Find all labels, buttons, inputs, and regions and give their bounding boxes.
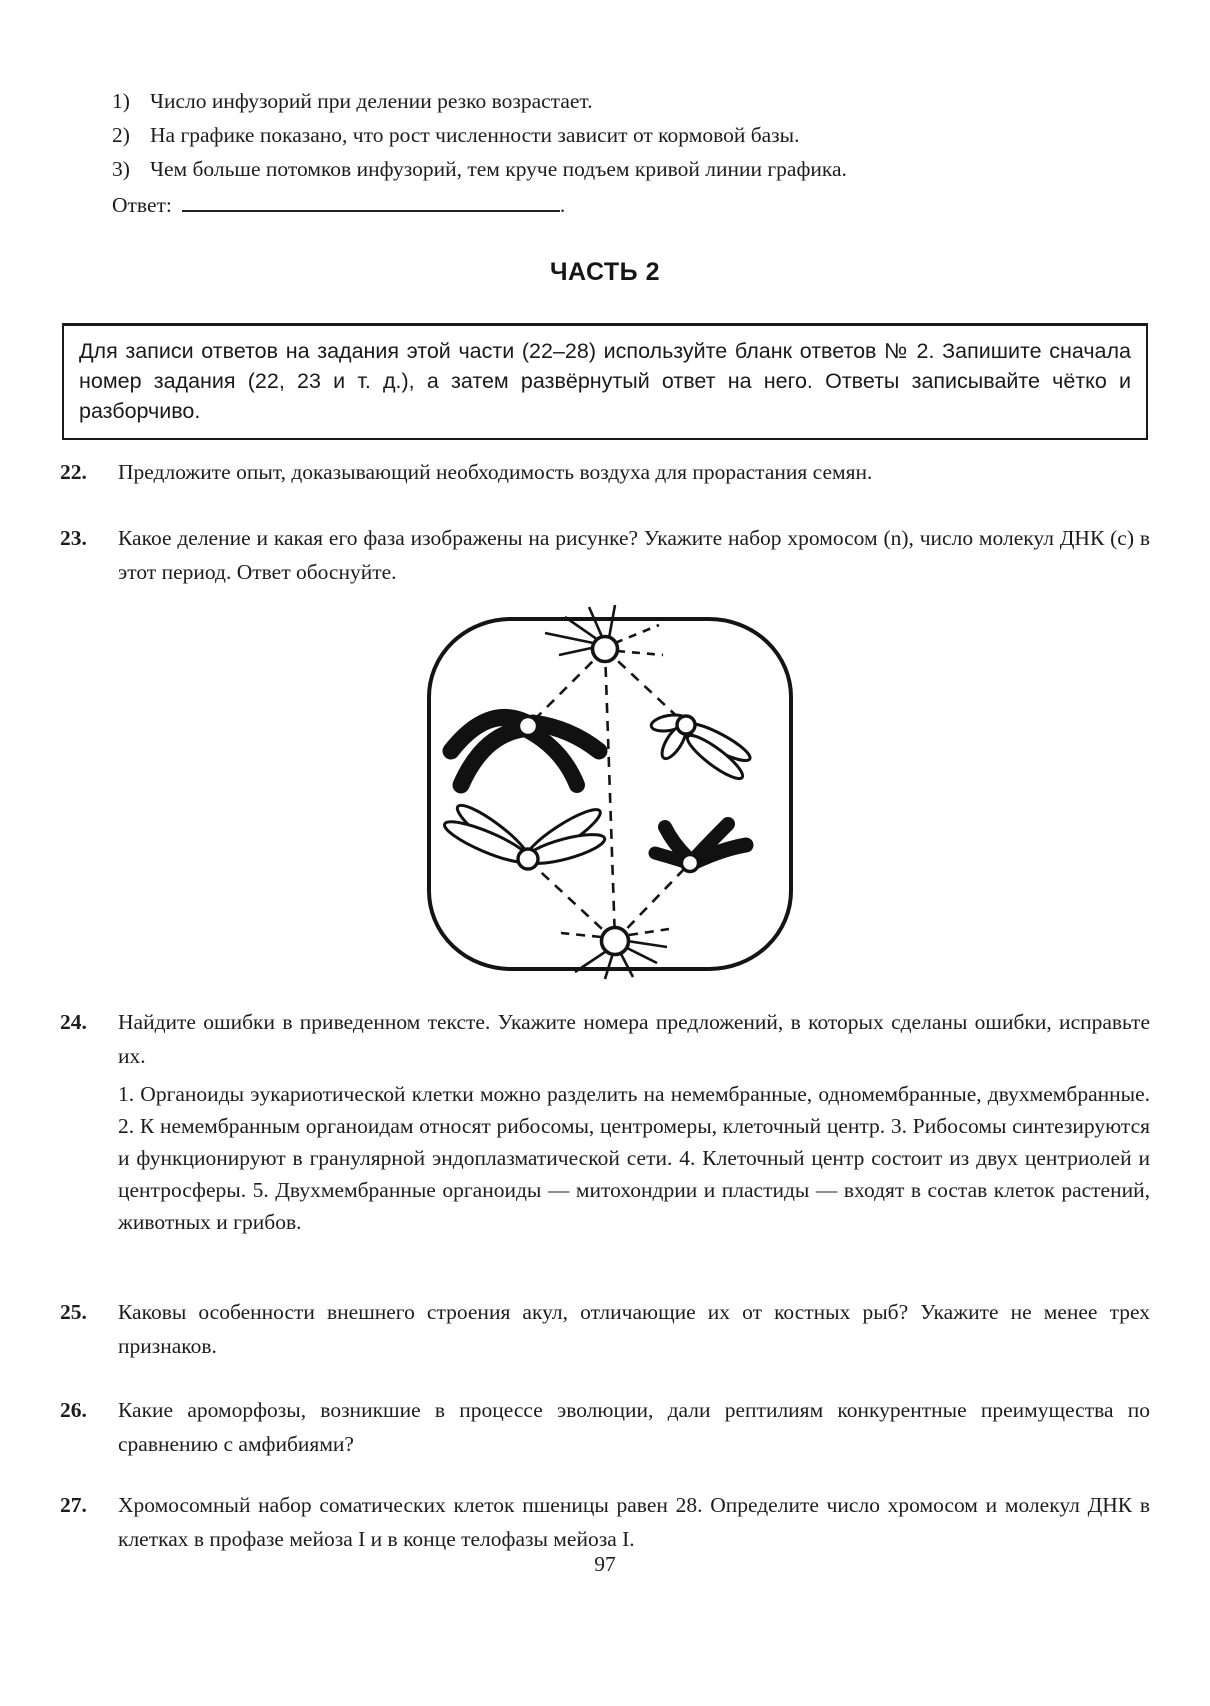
question-text: Предложите опыт, доказывающий необходимость воздуха для прорастания семян. xyxy=(118,460,873,484)
question-number: 24. xyxy=(60,1010,87,1034)
instruction-box xyxy=(62,323,1148,440)
list-item-text: На графике показано, что рост численности зависит от кормовой базы. xyxy=(150,123,800,147)
centromere-top-right xyxy=(677,716,695,734)
answer-row xyxy=(112,190,565,220)
answer-label: Ответ: xyxy=(112,193,172,217)
question-text: Какое деление и какая его фаза изображены на рисунке? Укажите набор хромосом (n), число молекул ДНК (с) в этот период. Ответ обоснуйте. xyxy=(118,526,1150,584)
question-text: Хромосомный набор соматических клеток пшеницы равен 28. Определите число хромосом и молекул ДНК в клетках в профазе мейоза I и в конце телофазы мейоза I. xyxy=(118,1493,1150,1551)
answer-blank-line xyxy=(182,190,560,212)
centriole-top xyxy=(593,637,618,662)
page-number: 97 xyxy=(594,1552,616,1576)
list-item-1 xyxy=(112,84,1152,118)
list-item-2 xyxy=(112,118,1152,152)
centromere-top-left xyxy=(519,717,538,736)
question-27 xyxy=(60,1488,1150,1556)
list-item-number: 1) xyxy=(112,89,130,113)
centromere-bottom-right xyxy=(682,855,699,872)
centromere-bottom-left xyxy=(518,849,538,869)
question-text: Какие ароморфозы, возникшие в процессе эволюции, дали рептилиям конкурентные преимущества по сравнению с амфибиями? xyxy=(118,1398,1150,1456)
part2-heading: ЧАСТЬ 2 xyxy=(549,258,661,286)
cell-division-figure xyxy=(415,595,805,985)
question-number: 26. xyxy=(60,1398,87,1422)
question-number: 22. xyxy=(60,460,87,484)
question-22 xyxy=(60,455,1150,489)
question-number: 23. xyxy=(60,526,87,550)
question-text: Найдите ошибки в приведенном тексте. Укажите номера предложений, в которых сделаны ошибки, исправьте их. xyxy=(118,1010,1150,1068)
question-23 xyxy=(60,521,1150,589)
list-item-text: Чем больше потомков инфузорий, тем круче подъем кривой линии графика. xyxy=(150,157,847,181)
question-text: Каковы особенности внешнего строения акул, отличающие их от костных рыб? Укажите не менее трех признаков. xyxy=(118,1300,1150,1358)
instruction-text: Для записи ответов на задания этой части (22–28) используйте бланк ответов № 2. Запишите сначала номер задания (22, 23 и т. д.), а затем развёрнутый ответ на него. Ответы записывайте чётко и разборчиво. xyxy=(79,339,1131,423)
list-item-number: 3) xyxy=(112,157,130,181)
question-24 xyxy=(60,1005,1150,1073)
list-item-text: Число инфузорий при делении резко возрастает. xyxy=(150,89,593,113)
centriole-bottom xyxy=(602,928,629,955)
question-25 xyxy=(60,1295,1150,1363)
answer-options-list xyxy=(112,84,1152,186)
question-number: 25. xyxy=(60,1300,87,1324)
question-26 xyxy=(60,1393,1150,1461)
question-number: 27. xyxy=(60,1493,87,1517)
list-item-3 xyxy=(112,152,1152,186)
question-24-passage: 1. Органоиды эукариотической клетки можно разделить на немембранные, одномембранные, двухмембранные. 2. К немембранным органоидам относят рибосомы, центромеры, клеточный центр. 3. Рибосомы синтезируются и функционируют в гранулярной эндоплазматической сети. 4. Клеточный центр состоит из двух центриолей и центросферы. 5. Двухмембранные органоиды — митохондрии и пластиды — входят в состав клеток растений, животных и грибов. xyxy=(118,1082,1150,1234)
answer-period: . xyxy=(559,193,566,217)
list-item-number: 2) xyxy=(112,123,130,147)
